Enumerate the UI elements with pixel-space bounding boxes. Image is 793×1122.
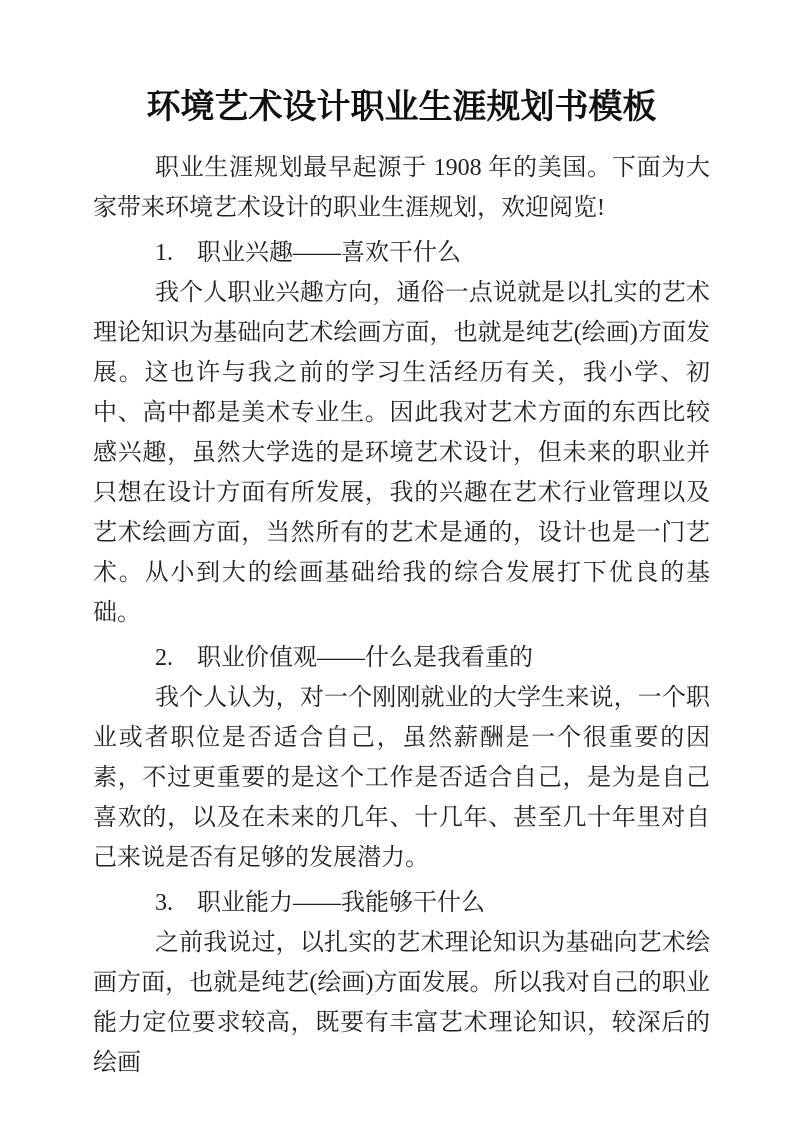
body-paragraph: 职业生涯规划最早起源于 1908 年的美国。下面为大家带来环境艺术设计的职业生涯规划，欢迎阅览! bbox=[93, 155, 710, 221]
body-paragraph: 我个人认为，对一个刚刚就业的大学生来说，一个职业或者职位是否适合自己，虽然薪酬是一个很重要的因素，不过更重要的是这个工作是否适合自己，是为是自己喜欢的，以及在未来的几年、十几年、甚至几十年里对自己来说是否有足够的发展潜力。 bbox=[93, 685, 710, 871]
document-body bbox=[93, 148, 710, 1083]
section-heading: 2. 职业价值观——什么是我看重的 bbox=[155, 645, 533, 671]
body-paragraph: 之前我说过，以扎实的艺术理论知识为基础向艺术绘画方面，也就是纯艺(绘画)方面发展。所以我对自己的职业能力定位要求较高，既要有丰富艺术理论知识，较深后的绘画 bbox=[93, 930, 710, 1076]
section-heading: 1. 职业兴趣——喜欢干什么 bbox=[155, 240, 461, 266]
document-title: 环境艺术设计职业生涯规划书模板 bbox=[146, 89, 657, 126]
body-paragraph: 我个人职业兴趣方向，通俗一点说就是以扎实的艺术理论知识为基础向艺术绘画方面，也就是纯艺(绘画)方面发展。这也许与我之前的学习生活经历有关，我小学、初中、高中都是美术专业生。因此我对艺术方面的东西比较感兴趣，虽然大学选的是环境艺术设计，但未来的职业并只想在设计方面有所发展，我的兴趣在艺术行业管理以及艺术绘画方面，当然所有的艺术是通的，设计也是一门艺术。从小到大的绘画基础给我的综合发展打下优良的基础。 bbox=[93, 280, 710, 626]
section-heading: 3. 职业能力——我能够干什么 bbox=[155, 890, 485, 916]
